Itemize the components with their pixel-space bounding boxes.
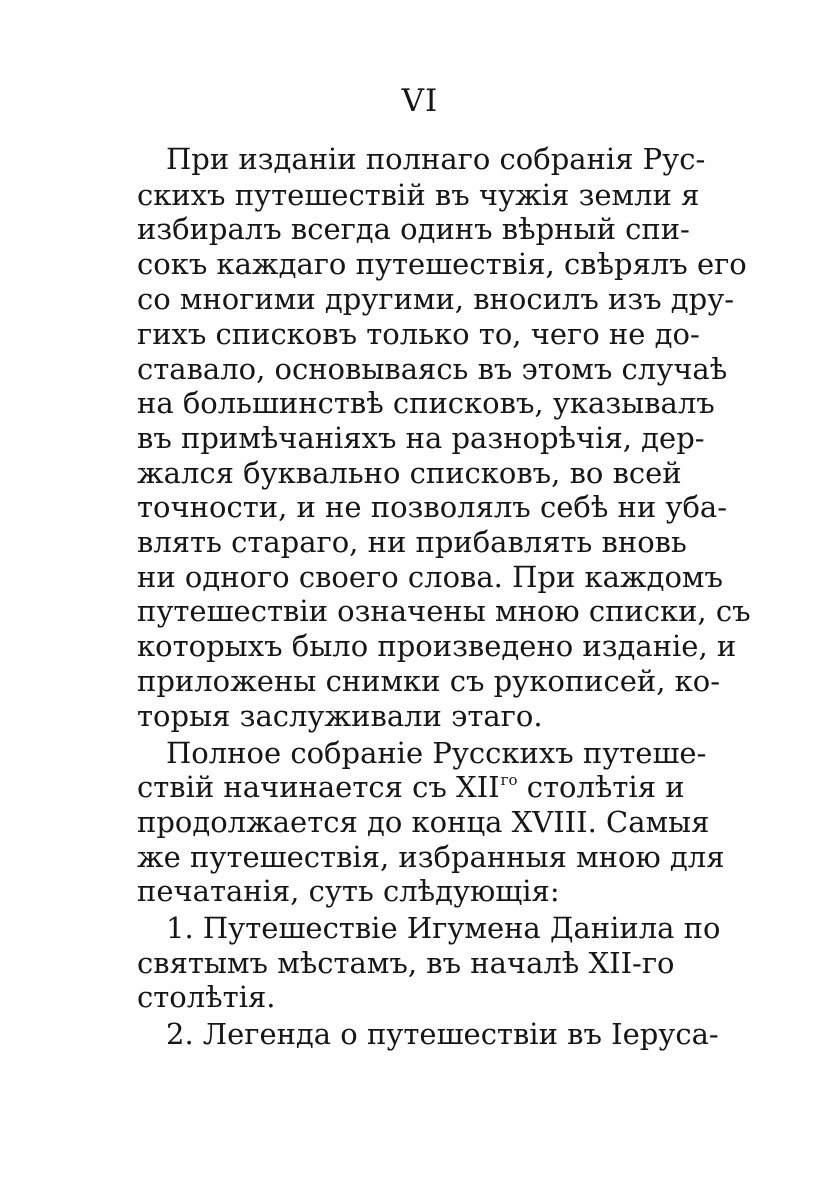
text-line: влять стараго, ни прибавлять вновь [137,525,687,559]
text-line: въ примѣчаніяхъ на разнорѣчія, дер- [137,421,705,455]
text-line: ставало, основываясь въ этомъ случаѣ [137,352,728,386]
text-line: скихъ путешествій въ чужія земли я [137,178,700,212]
ordinal-superscript: го [500,771,518,789]
text-line: печатанія, суть слѣдующія: [137,874,560,908]
text-line: Полное собраніе Русскихъ путеше- [166,736,707,770]
list-item-line: 1. Путешествіе Игумена Даніила по [166,911,721,945]
text-fragment: ствій начинается съ XII [137,770,500,804]
list-item-line: святымъ мѣстамъ, въ началѣ XII-го [137,946,675,980]
page-number: VI [401,83,439,119]
text-line: путешествіи означены мною списки, съ [137,594,751,628]
text-fragment: столѣтія и [526,770,685,804]
text-line: ни одного своего слова. При каждомъ [137,560,723,594]
text-line: которыхъ было произведено изданіе, и [137,629,737,663]
text-line: точности, и не позволялъ себѣ ни уба- [137,490,728,524]
text-line: При изданіи полнаго собранія Рус- [166,142,706,176]
text-line: продолжается до конца XVIII. Самыя [137,805,710,839]
text-line: же путешествія, избранныя мною для [137,840,725,874]
list-item-line: 2. Легенда о путешествіи въ Іеруса- [166,1017,719,1051]
text-line: на большинствѣ списковъ, указывалъ [137,386,715,420]
text-line: приложены снимки съ рукописей, ко- [137,664,721,698]
text-line: избиралъ всегда одинъ вѣрный спи- [137,212,690,246]
text-line: со многими другими, вносилъ изъ дру- [137,282,735,316]
text-line: торыя заслуживали этаго. [137,699,543,733]
list-item-line: столѣтія. [137,980,276,1014]
text-line: жался буквально списковъ, во всей [137,456,682,490]
text-line: сокъ каждаго путешествія, свѣрялъ его [137,247,747,281]
text-line [137,770,685,809]
text-line: гихъ списковъ только то, чего не до- [137,317,700,351]
